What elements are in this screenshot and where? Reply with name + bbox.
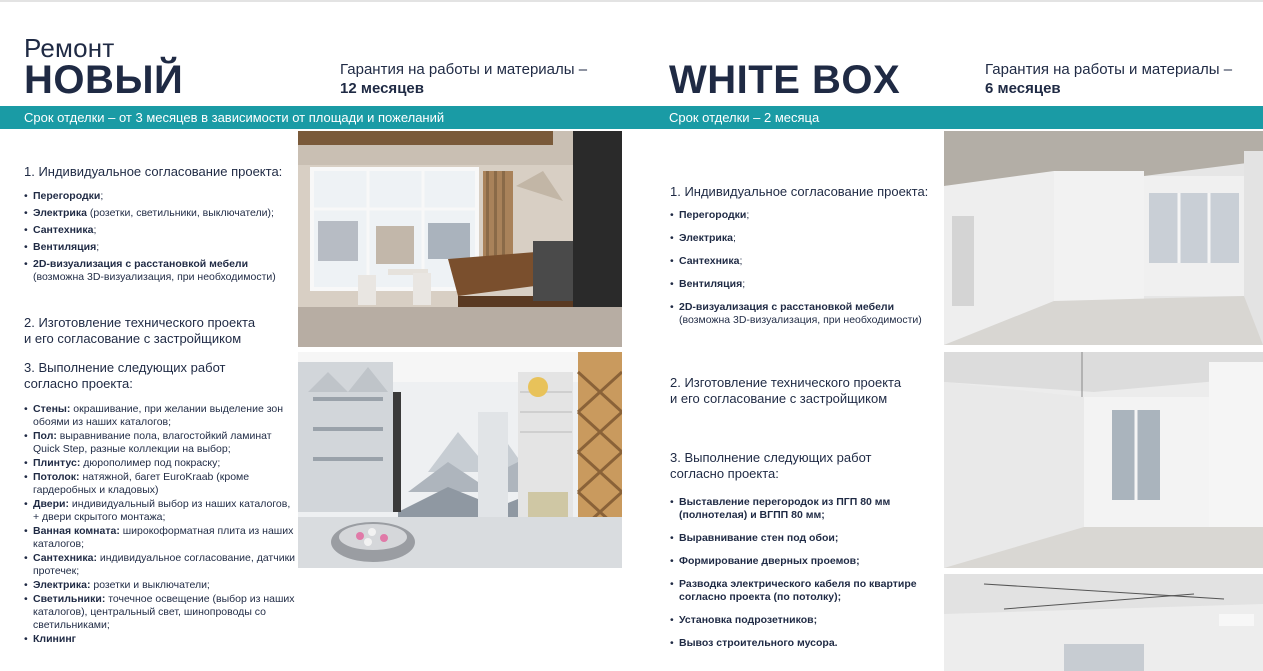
left-section-1-list [24, 190, 296, 284]
list-item-text: ; [93, 224, 97, 236]
list-item-label: Формирование дверных проемов; [679, 555, 860, 567]
list-item-label: Сантехника [679, 255, 740, 267]
list-item [24, 457, 296, 470]
list-item-text: ; [739, 255, 743, 267]
right-section-1-title: 1. Индивидуальное согласование проекта: [670, 184, 929, 199]
list-item-label: Пол: [33, 430, 57, 442]
list-item-label: Светильники: [33, 593, 106, 605]
list-item-text: дюрополимер под покраску; [80, 457, 221, 469]
list-item-label: Плинтус: [33, 457, 81, 469]
list-item [24, 403, 296, 429]
list-item-text: ; [742, 278, 746, 290]
list-item [24, 552, 296, 578]
list-item-label: Установка подрозетников; [679, 614, 818, 626]
list-item-text: выравнивание пола, влагостойкий ламинат Quick Step, разные коллекции на выбор; [33, 430, 272, 455]
list-item [24, 190, 296, 203]
list-item [24, 241, 296, 254]
right-guarantee-value: 6 месяцев [985, 80, 1061, 97]
list-item-label: Двери: [33, 498, 70, 510]
list-item-label: Сантехника [33, 224, 94, 236]
list-item-label: Электрика: [33, 579, 91, 591]
right-brand-title: WHITE BOX [669, 58, 901, 102]
list-item [24, 593, 296, 632]
list-item-text: широкоформатная плита из наших каталогов; [33, 525, 294, 550]
list-item-label: Выравнивание стен под обои; [679, 532, 839, 544]
list-item [670, 209, 940, 222]
list-item-label: Стены: [33, 403, 71, 415]
white-box-room-photo-2 [944, 352, 1263, 568]
list-item [24, 525, 296, 551]
right-section-1 [670, 184, 940, 337]
list-item [670, 578, 940, 604]
right-guarantee [985, 60, 1232, 98]
list-item-text: индивидуальный выбор из наших каталогов, + двери скрытого монтажа; [33, 498, 291, 523]
left-section-2 [24, 315, 296, 347]
list-item-label: 2D-визуализация с расстановкой мебели [33, 258, 249, 270]
left-brand-title: НОВЫЙ [24, 58, 184, 102]
list-item [24, 258, 296, 284]
list-item-label: Вентиляция [33, 241, 97, 253]
list-item-label: Перегородки [33, 190, 101, 202]
list-item-label: Клининг [33, 633, 77, 645]
list-item [24, 633, 296, 646]
list-item [24, 498, 296, 524]
list-item-note: (возможна 3D-визуализация, при необходимости) [33, 271, 276, 283]
list-item-label: Разводка электрического кабеля по квартире согласно проекта (по потолку); [679, 578, 917, 603]
left-guarantee-text: Гарантия на работы и материалы – [340, 61, 588, 78]
list-item [24, 430, 296, 456]
list-item-label: Потолок: [33, 471, 80, 483]
left-brand-subtitle: Ремонт [24, 33, 115, 63]
right-section-3-list [670, 496, 940, 650]
list-item-label: Электрика [33, 207, 87, 219]
list-item-label: Электрика [679, 232, 733, 244]
list-item-label: Вывоз строительного мусора. [679, 637, 838, 649]
left-section-2-title: 2. Изготовление технического проекта и его согласование с застройщиком [24, 315, 256, 346]
list-item [24, 224, 296, 237]
right-section-2-title: 2. Изготовление технического проекта и его согласование с застройщиком [670, 375, 902, 406]
kitchen-interior-photo [298, 131, 622, 347]
list-item-text: индивидуальное согласование, датчики протечек; [33, 552, 296, 577]
list-item-label: Перегородки [679, 209, 747, 221]
list-item [670, 278, 940, 291]
left-section-1 [24, 164, 296, 288]
list-item-label: Вентиляция [679, 278, 743, 290]
left-section-3 [24, 360, 296, 647]
list-item [670, 255, 940, 268]
list-item-text: ; [746, 209, 750, 221]
list-item [670, 232, 940, 245]
list-item-note: (возможна 3D-визуализация, при необходимости) [679, 314, 922, 326]
right-section-2 [670, 375, 940, 407]
list-item [670, 301, 940, 327]
list-item-label: Выставление перегородок из ПГП 80 мм (полнотелая) и ВГПП 80 мм; [679, 496, 891, 521]
list-item-label: Ванная комната: [33, 525, 120, 537]
right-section-3 [670, 450, 940, 660]
list-item-text: розетки и выключатели; [90, 579, 210, 591]
list-item-text: ; [732, 232, 736, 244]
list-item [670, 555, 940, 568]
kids-room-photo [298, 352, 622, 568]
white-box-room-photo-1 [944, 131, 1263, 345]
white-box-room-photo-3 [944, 574, 1263, 671]
list-item [24, 207, 296, 220]
list-item-label: 2D-визуализация с расстановкой мебели [679, 301, 895, 313]
list-item [670, 614, 940, 627]
left-section-3-list [24, 403, 296, 646]
list-item [670, 532, 940, 545]
left-section-1-title: 1. Индивидуальное согласование проекта: [24, 164, 283, 179]
right-guarantee-text: Гарантия на работы и материалы – [985, 61, 1233, 78]
list-item-label: Сантехника: [33, 552, 97, 564]
left-duration-band: Срок отделки – от 3 месяцев в зависимости от площади и пожеланий [0, 106, 645, 129]
left-guarantee [340, 60, 587, 98]
list-item-text: окрашивание, при желании выделение зон обоями из наших каталогов; [33, 403, 284, 428]
left-guarantee-value: 12 месяцев [340, 80, 424, 97]
list-item-text: ; [96, 241, 100, 253]
list-item [670, 637, 940, 650]
list-item-text: (розетки, светильники, выключатели); [86, 207, 274, 219]
list-item [24, 471, 296, 497]
left-section-3-title: 3. Выполнение следующих работ согласно проекта: [24, 360, 226, 391]
right-section-3-title: 3. Выполнение следующих работ согласно проекта: [670, 450, 872, 481]
right-duration-band: Срок отделки – 2 месяца [645, 106, 1263, 129]
list-item-text: натяжной, багет EuroKraab (кроме гардеробных и кладовых) [33, 471, 250, 496]
list-item-text: точечное освещение (выбор из наших каталогов), центральный свет, шинопроводы со светильниками; [33, 593, 295, 631]
right-section-1-list [670, 209, 940, 327]
list-item-text: ; [100, 190, 104, 202]
list-item [670, 496, 940, 522]
top-divider [0, 0, 1263, 2]
list-item [24, 579, 296, 592]
